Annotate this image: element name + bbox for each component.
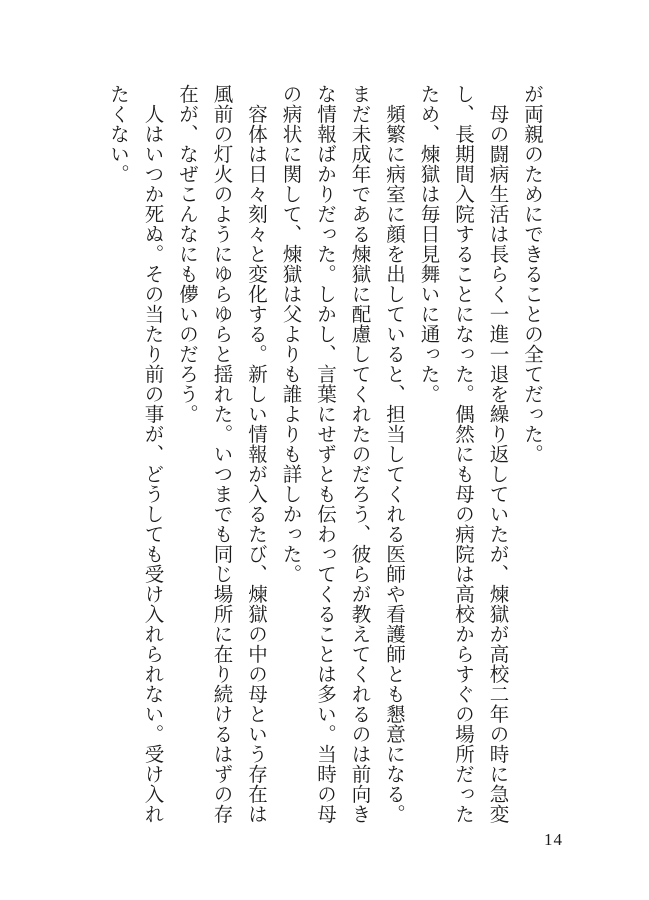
paragraph: 頻繁に病室に顔を出していると、担当してくれる医師や看護師とも懇意になる。まだ未成年である煉獄に配慮してくれたのだろう、彼らが教えてくれるのは前向きな情報ばかりだった。しかし、言葉にせずとも伝わってくることは多い。当時の母の病状に関して、煉獄は父よりも誰よりも詳しかった。 (279, 84, 406, 824)
paragraph: 人はいつか死ぬ。その当たり前の事が、どうしても受け入れられない。受け入れたくない。 (107, 84, 165, 824)
paragraph: 容体は日々刻々と変化する。新しい情報が入るたび、煉獄の中の母という存在は風前の灯火のようにゆらゆらと揺れた。いつまでも同じ場所に在り続けるはずの存在が、なぜこんなにも儚いのだろう。 (176, 84, 268, 824)
vertical-text-body (89, 84, 549, 824)
page-number: 14 (544, 830, 563, 849)
paragraph-continued: が両親のためにできることの全てだった。 (521, 84, 544, 464)
paragraph: 母の闘病生活は長らく一進一退を繰り返していたが、煉獄が高校二年の時に急変し、長期間入院することになった。偶然にも母の病院は高校からすぐの場所だったため、煉獄は毎日見舞いに通った。 (417, 84, 510, 824)
